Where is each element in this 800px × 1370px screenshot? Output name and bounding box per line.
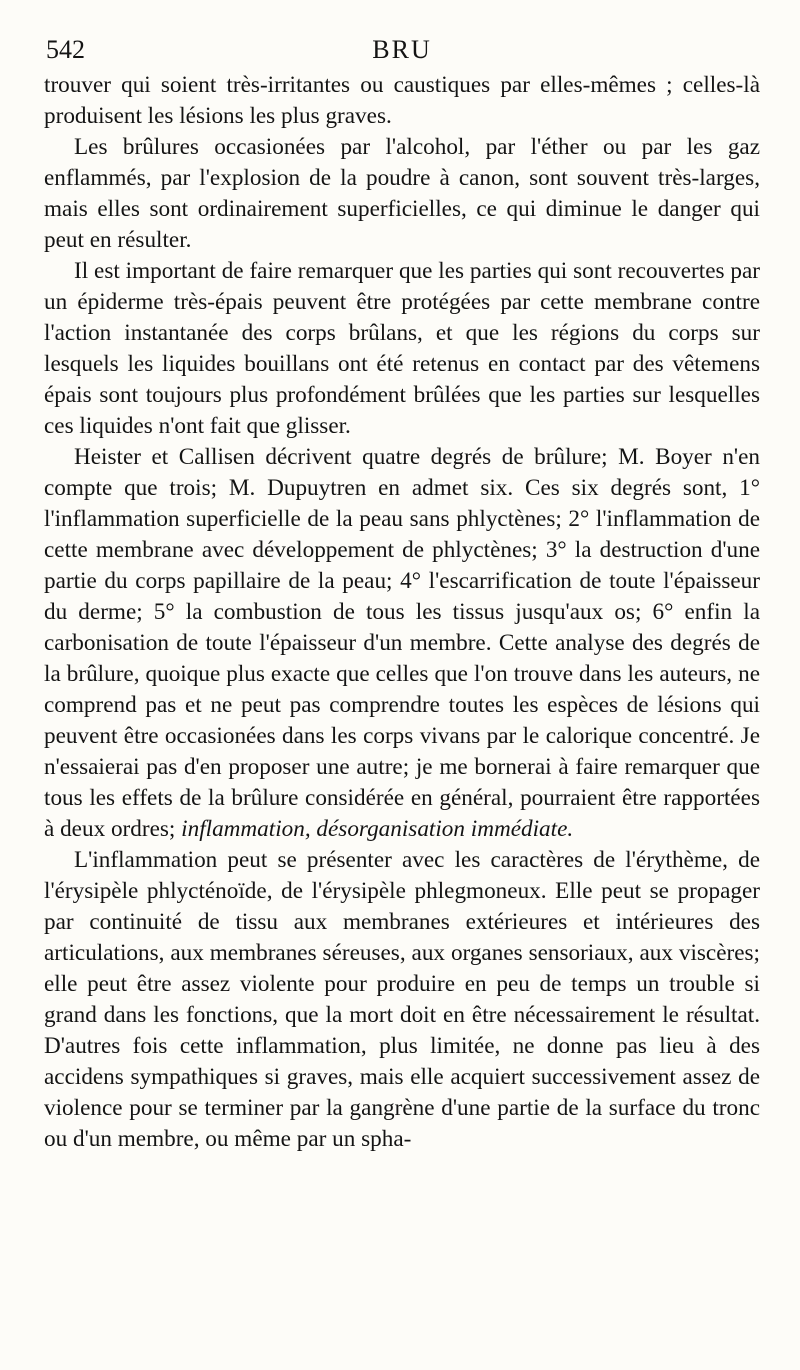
book-page (44, 30, 760, 1155)
body-text (44, 70, 760, 1155)
paragraph (44, 845, 760, 1155)
paragraph-text: Il est important de faire remarquer que les parties qui sont recouvertes par un épiderme très-épais peuvent être protégées par cette membrane contre l'action instantanée des corps brûlans, et que les régions du corps sur lesquels les liquides bouillans ont été retenus en contact par des vêtemens épais sont toujours plus profondément brûlées que les parties sur lesquelles ces liquides n'ont fait que glisser. (44, 258, 760, 439)
paragraph-text: L'inflammation peut se présenter avec les caractères de l'érythème, de l'érysipèle phlycténoïde, de l'érysipèle phlegmoneux. Elle peut se propager par continuité de tissu aux membranes extérieures et intérieures des articulations, aux membranes séreuses, aux organes sensoriaux, aux viscères; elle peut être assez violente pour produire en peu de temps un trouble si grand dans les fonctions, que la mort doit en être nécessairement le résultat. D'autres fois cette inflammation, plus limitée, ne donne pas lieu à des accidens sympathiques si graves, mais elle acquiert successivement assez de violence pour se terminer par la gangrène d'une partie de la surface du tronc ou d'un membre, ou même par un spha- (44, 847, 760, 1152)
page-header (44, 30, 760, 70)
paragraph (44, 442, 760, 845)
paragraph-text: Les brûlures occasionées par l'alcohol, par l'éther ou par les gaz enflammés, par l'explosion de la poudre à canon, sont souvent très-larges, mais elles sont ordinairement superficielles, ce qui diminue le danger qui peut en résulter. (44, 134, 760, 253)
page-number: 542 (46, 35, 85, 64)
paragraph-text: trouver qui soient très-irritantes ou caustiques par elles-mêmes ; celles-là produisent les lésions les plus graves. (44, 72, 760, 129)
paragraph (44, 256, 760, 442)
running-head: BRU (372, 35, 432, 64)
paragraph (44, 132, 760, 256)
italic-phrase: inflammation, désorganisation immédiate. (181, 816, 574, 842)
paragraph-text: Heister et Callisen décrivent quatre degrés de brûlure; M. Boyer n'en compte que trois; M. Dupuytren en admet six. Ces six degrés sont, 1° l'inflammation superficielle de la peau sans phlyctènes; 2° l'inflammation de cette membrane avec développement de phlyctènes; 3° la destruction d'une partie du corps papillaire de la peau; 4° l'escarrification de toute l'épaisseur du derme; 5° la combustion de tous les tissus jusqu'aux os; 6° enfin la carbonisation de toute l'épaisseur d'un membre. Cette analyse des degrés de la brûlure, quoique plus exacte que celles que l'on trouve dans les auteurs, ne comprend pas et ne peut pas comprendre toutes les espèces de lésions qui peuvent être occasionées dans les corps vivans par le calorique concentré. Je n'essaierai pas d'en proposer une autre; je me bornerai à faire remarquer que tous les effets de la brûlure considérée en général, pourraient être rapportées à deux ordres; (44, 444, 760, 842)
paragraph (44, 70, 760, 132)
